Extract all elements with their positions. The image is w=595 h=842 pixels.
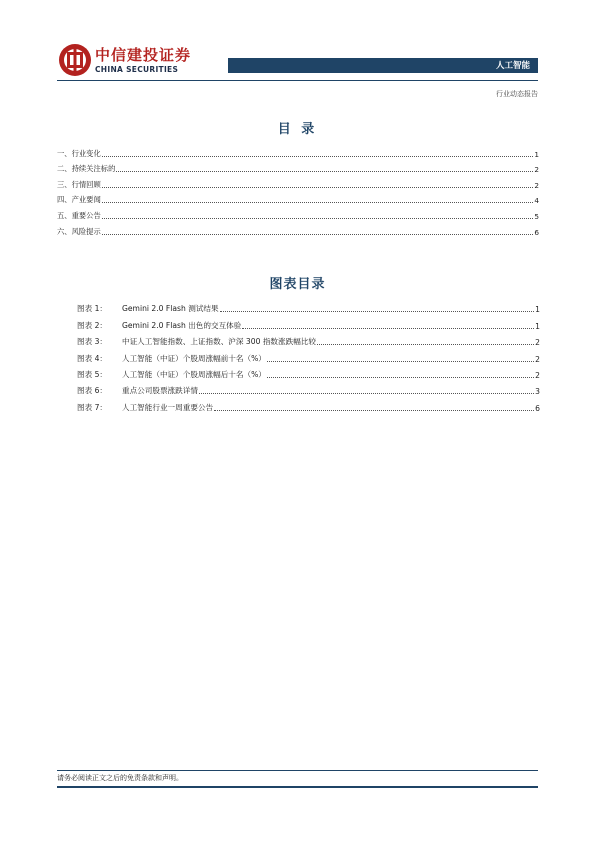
figure-item-label: 图表 4： (77, 353, 108, 363)
dot-leader (102, 156, 534, 157)
figure-item-label: 图表 7： (77, 402, 108, 412)
figure-item-label: 图表 1： (77, 304, 108, 314)
toc-list (57, 143, 539, 237)
figure-item-text: 人工智能行业一周重要公告 (122, 402, 214, 412)
figure-item-text: 人工智能（中证）个股周涨幅前十名（%） (122, 353, 266, 363)
figure-item-page: 1 (535, 321, 540, 331)
dot-leader (102, 218, 534, 219)
footer-divider-bottom (57, 786, 538, 788)
toc-item-page: 2 (534, 180, 539, 190)
figure-item-label: 图表 2： (77, 320, 108, 330)
toc-item[interactable] (57, 174, 539, 190)
brand-name-cn: 中信建投证券 (95, 46, 192, 64)
toc-item-page: 4 (534, 196, 539, 206)
report-type: 行业动态报告 (496, 90, 538, 98)
figure-item-page: 6 (535, 403, 540, 413)
dot-leader (116, 171, 533, 172)
toc-item[interactable] (57, 205, 539, 221)
figure-item-page: 2 (535, 354, 540, 364)
dot-leader (102, 187, 534, 188)
figure-item[interactable] (77, 380, 540, 396)
toc-item[interactable] (57, 143, 539, 159)
dot-leader (214, 410, 534, 411)
sector-banner (228, 58, 538, 73)
figure-item-page: 1 (535, 305, 540, 315)
toc-item-label: 一、行业变化 (57, 148, 101, 158)
brand-name-en: CHINA SECURITIES (95, 65, 179, 74)
figure-item-text: 人工智能（中证）个股周涨幅后十名（%） (122, 369, 266, 379)
figures-title: 图表目录 (269, 277, 326, 292)
footer-disclaimer: 请务必阅读正文之后的免责条款和声明。 (57, 774, 183, 782)
toc-item-label: 三、行情回顾 (57, 179, 101, 189)
figure-item-text: 重点公司股票涨跌详情 (122, 386, 198, 396)
dot-leader (102, 202, 534, 203)
figure-item-text: Gemini 2.0 Flash 出色的交互体验 (122, 320, 242, 330)
figure-item-label: 图表 3： (77, 337, 108, 347)
toc-item-label: 五、重要公告 (57, 210, 101, 220)
toc-title: 目 录 (277, 122, 318, 137)
figure-item[interactable] (77, 396, 540, 412)
china-securities-logo-icon (58, 43, 92, 77)
dot-leader (267, 361, 534, 362)
figure-item[interactable] (77, 331, 540, 347)
toc-item-page: 5 (534, 211, 539, 221)
toc-item[interactable] (57, 190, 539, 206)
toc-item-page: 6 (534, 227, 539, 237)
toc-item-page: 2 (534, 165, 539, 175)
figure-item[interactable] (77, 347, 540, 363)
figure-item-text: 中证人工智能指数、上证指数、沪深 300 指数涨跌幅比较 (122, 337, 316, 347)
dot-leader (199, 393, 534, 394)
dot-leader (267, 377, 534, 378)
footer-divider-top (57, 770, 538, 771)
dot-leader (102, 234, 534, 235)
header-divider (57, 80, 538, 81)
toc-item[interactable] (57, 159, 539, 175)
figure-item-page: 3 (535, 387, 540, 397)
figure-item-text: Gemini 2.0 Flash 测试结果 (122, 304, 219, 314)
figure-item-label: 图表 6： (77, 386, 108, 396)
figure-item[interactable] (77, 314, 540, 330)
dot-leader (220, 311, 535, 312)
dot-leader (242, 328, 534, 329)
toc-item[interactable] (57, 221, 539, 237)
figure-item-label: 图表 5： (77, 369, 108, 379)
toc-item-label: 二、持续关注标的 (57, 164, 116, 174)
sector-label: 人工智能 (495, 61, 530, 71)
figure-item[interactable] (77, 298, 540, 314)
toc-item-label: 六、风险提示 (57, 226, 101, 236)
toc-item-page: 1 (534, 149, 539, 159)
dot-leader (317, 344, 534, 345)
toc-item-label: 四、产业要闻 (57, 195, 101, 205)
figure-item-page: 2 (535, 338, 540, 348)
figure-item-page: 2 (535, 370, 540, 380)
figures-list (77, 298, 540, 413)
figure-item[interactable] (77, 364, 540, 380)
